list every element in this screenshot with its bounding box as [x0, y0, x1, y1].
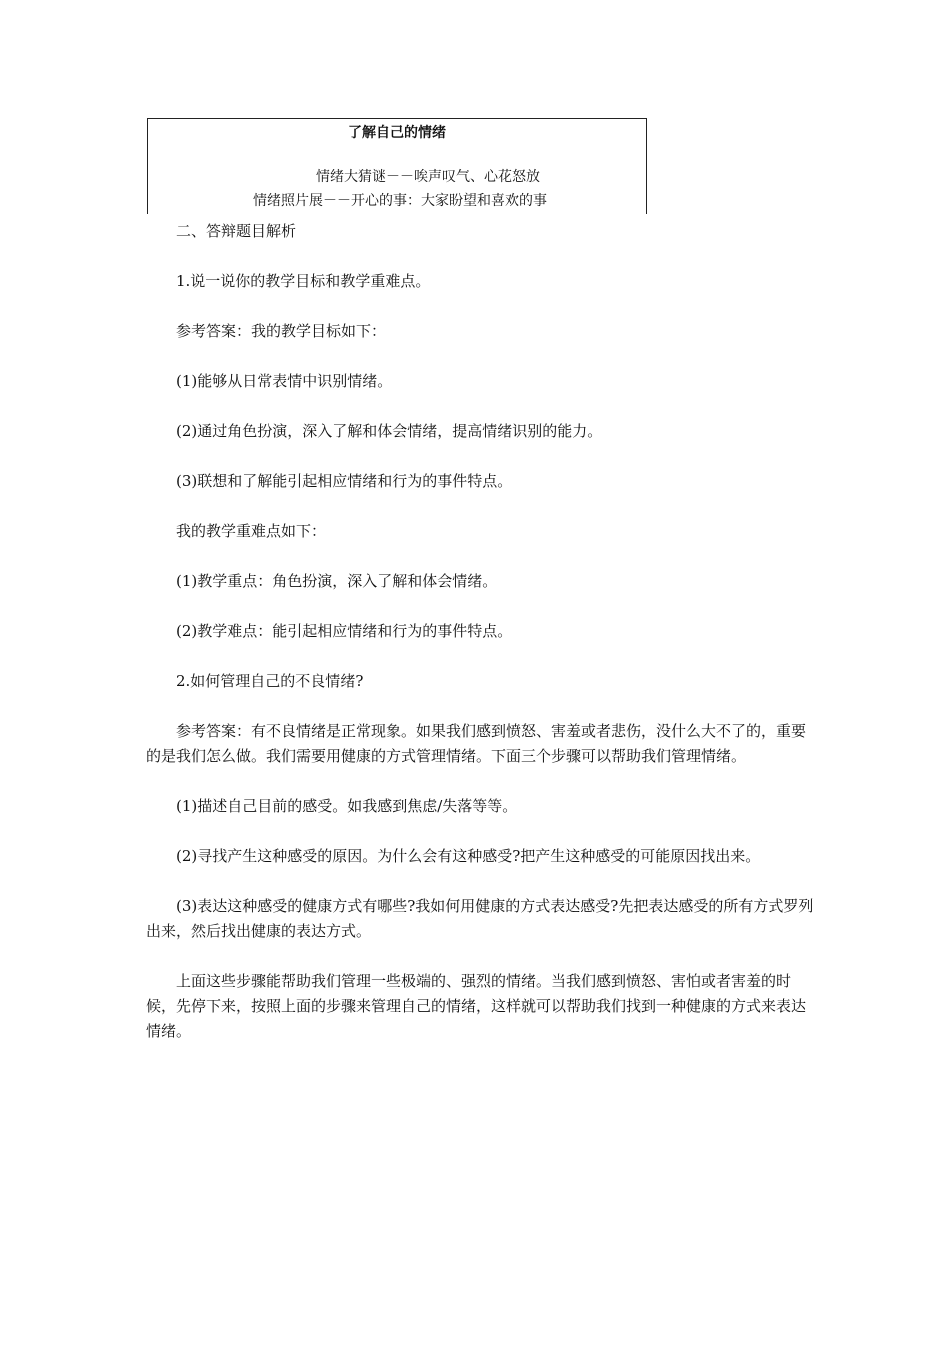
- question-2-answer: 参考答案：有不良情绪是正常现象。如果我们感到愤怒、害羞或者悲伤，没什么大不了的，重要的是我们怎么做。我们需要用健康的方式管理情绪。下面三个步骤可以帮助我们管理情绪。: [146, 722, 807, 765]
- key-point-1: (1)教学重点：角色扮演，深入了解和体会情绪。: [176, 572, 498, 590]
- teaching-goal-3: (3)联想和了解能引起相应情绪和行为的事件特点。: [176, 472, 513, 490]
- document-body: [146, 219, 818, 1069]
- blackboard-title: 了解自己的情绪: [348, 125, 446, 141]
- teaching-goal-1: (1)能够从日常表情中识别情绪。: [176, 372, 393, 390]
- question-1-answer-intro: 参考答案：我的教学目标如下：: [176, 322, 387, 340]
- conclusion-paragraph: 上面这些步骤能帮助我们管理一些极端的、强烈的情绪。当我们感到愤怒、害怕或者害羞的时候，先停下来，按照上面的步骤来管理自己的情绪，这样就可以帮助我们找到一种健康的方式来表达情绪。: [146, 972, 807, 1040]
- step-2: (2)寻找产生这种感受的原因。为什么会有这种感受?把产生这种感受的可能原因找出来。: [176, 847, 761, 865]
- question-1: 1.说一说你的教学目标和教学重难点。: [176, 272, 431, 290]
- question-2: 2.如何管理自己的不良情绪?: [176, 672, 364, 690]
- step-3: (3)表达这种感受的健康方式有哪些?我如何用健康的方式表达感受?先把表达感受的所有方式罗列出来，然后找出健康的表达方式。: [146, 897, 814, 940]
- step-1: (1)描述自己目前的感受。如我感到焦虑/失落等等。: [176, 797, 518, 815]
- key-point-2: (2)教学难点：能引起相应情绪和行为的事件特点。: [176, 622, 513, 640]
- blackboard-line-2: 情绪照片展－－开心的事：大家盼望和喜欢的事: [253, 193, 547, 209]
- section-heading: 二、答辩题目解析: [176, 222, 297, 240]
- blackboard-design-box: [147, 118, 647, 214]
- teaching-goal-2: (2)通过角色扮演，深入了解和体会情绪，提高情绪识别的能力。: [176, 422, 603, 440]
- blackboard-line-1: 情绪大猜谜－－唉声叹气、心花怒放: [316, 169, 540, 185]
- key-points-intro: 我的教学重难点如下：: [176, 522, 327, 540]
